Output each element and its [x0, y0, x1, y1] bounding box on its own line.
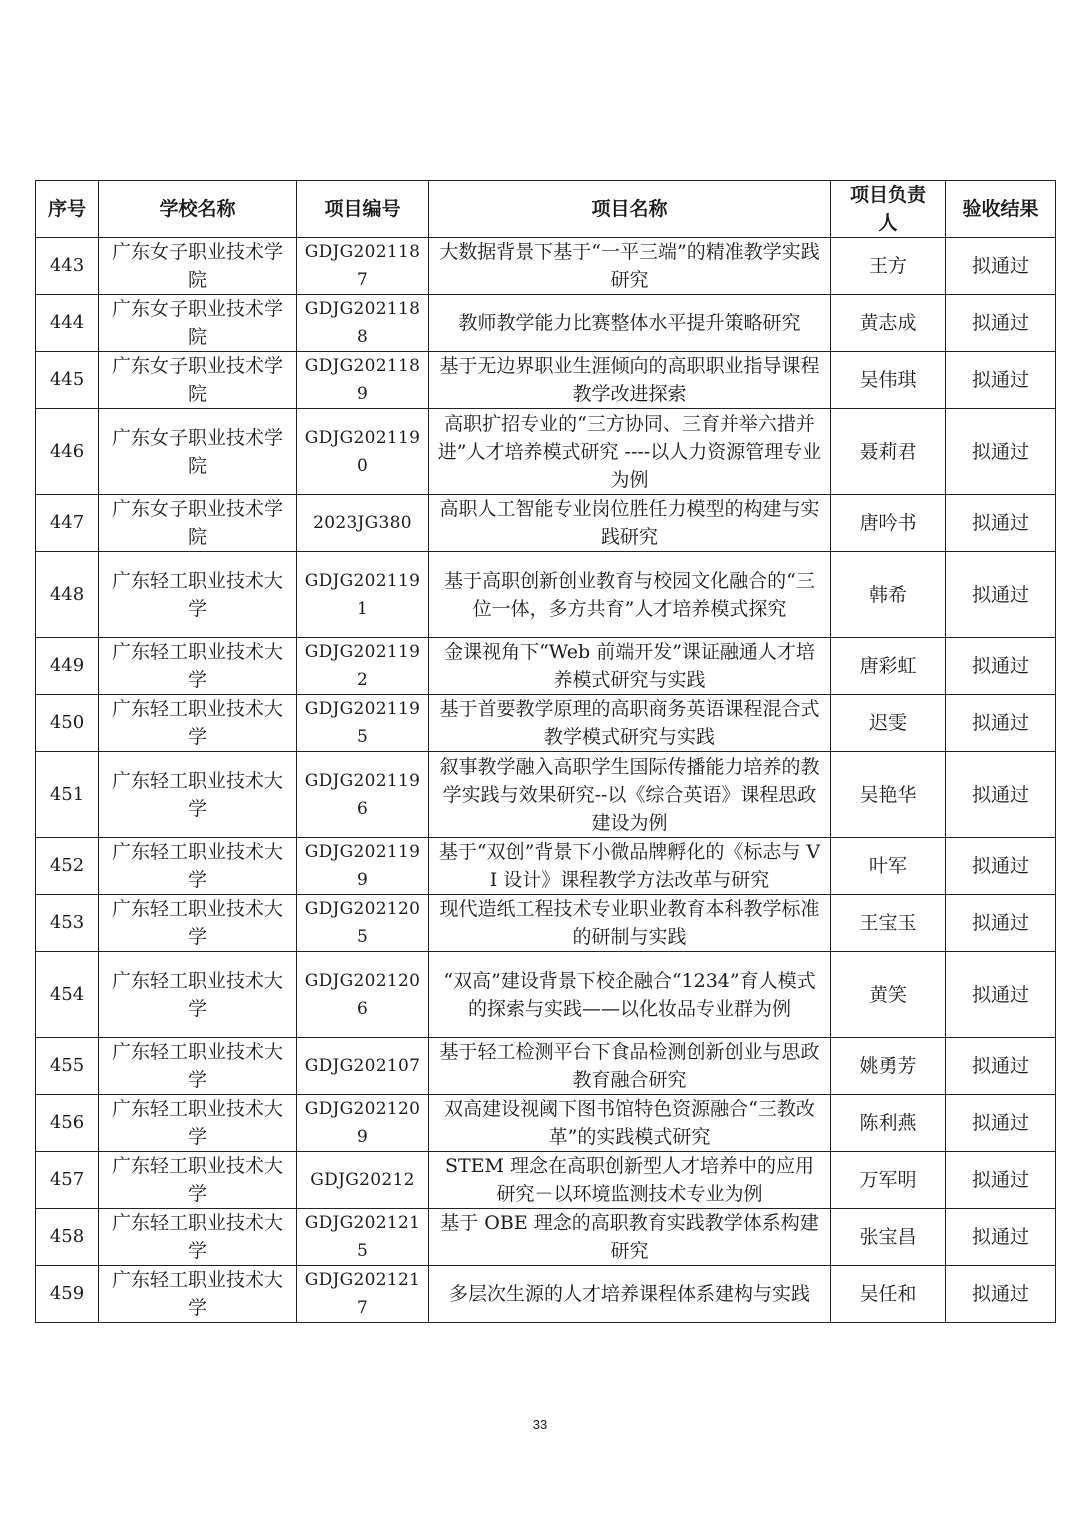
cell-seq: 459: [36, 1266, 99, 1323]
table-row: [36, 552, 1056, 638]
table-row: [36, 895, 1056, 952]
cell-code: GDJG2021195: [297, 695, 429, 752]
cell-leader: 迟雯: [831, 695, 946, 752]
cell-project: 教师教学能力比赛整体水平提升策略研究: [429, 295, 831, 352]
table-row: [36, 1038, 1056, 1095]
table-row: [36, 752, 1056, 838]
cell-result: 拟通过: [946, 895, 1056, 952]
cell-seq: 458: [36, 1209, 99, 1266]
cell-seq: 454: [36, 952, 99, 1038]
table-row: [36, 838, 1056, 895]
cell-leader: 唐吟书: [831, 495, 946, 552]
cell-project: 高职人工智能专业岗位胜任力模型的构建与实践研究: [429, 495, 831, 552]
cell-leader: 陈利燕: [831, 1095, 946, 1152]
cell-seq: 449: [36, 638, 99, 695]
table-row: [36, 495, 1056, 552]
cell-leader: 叶军: [831, 838, 946, 895]
cell-seq: 445: [36, 352, 99, 409]
cell-leader: 王方: [831, 238, 946, 295]
cell-code: GDJG2021189: [297, 352, 429, 409]
table-row: [36, 638, 1056, 695]
header-seq: 序号: [36, 181, 99, 238]
cell-leader: 姚勇芳: [831, 1038, 946, 1095]
cell-seq: 447: [36, 495, 99, 552]
cell-project: 基于 OBE 理念的高职教育实践教学体系构建研究: [429, 1209, 831, 1266]
cell-code: GDJG2021190: [297, 409, 429, 495]
cell-code: GDJG2021192: [297, 638, 429, 695]
table-header-row: [36, 181, 1056, 238]
cell-school: 广东轻工职业技术大学: [99, 695, 297, 752]
cell-code: GDJG2021206: [297, 952, 429, 1038]
cell-project: 基于轻工检测平台下食品检测创新创业与思政教育融合研究: [429, 1038, 831, 1095]
cell-leader: 韩希: [831, 552, 946, 638]
table-row: [36, 409, 1056, 495]
table-row: [36, 952, 1056, 1038]
cell-seq: 446: [36, 409, 99, 495]
table-row: [36, 695, 1056, 752]
cell-project: “双高”建设背景下校企融合“1234”育人模式的探索与实践——以化妆品专业群为例: [429, 952, 831, 1038]
cell-seq: 452: [36, 838, 99, 895]
table-body: [36, 238, 1056, 1323]
cell-project: 基于首要教学原理的高职商务英语课程混合式教学模式研究与实践: [429, 695, 831, 752]
header-result: 验收结果: [946, 181, 1056, 238]
cell-project: 金课视角下“Web 前端开发”课证融通人才培养模式研究与实践: [429, 638, 831, 695]
table-row: [36, 1209, 1056, 1266]
cell-code: GDJG2021199: [297, 838, 429, 895]
cell-school: 广东轻工职业技术大学: [99, 552, 297, 638]
cell-seq: 455: [36, 1038, 99, 1095]
cell-school: 广东轻工职业技术大学: [99, 838, 297, 895]
cell-project: 大数据背景下基于“一平三端”的精准教学实践研究: [429, 238, 831, 295]
cell-code: GDJG20212: [297, 1152, 429, 1209]
cell-code: GDJG2021188: [297, 295, 429, 352]
cell-result: 拟通过: [946, 1038, 1056, 1095]
cell-code: GDJG2021191: [297, 552, 429, 638]
cell-seq: 444: [36, 295, 99, 352]
cell-seq: 453: [36, 895, 99, 952]
cell-school: 广东轻工职业技术大学: [99, 1038, 297, 1095]
table-row: [36, 352, 1056, 409]
cell-result: 拟通过: [946, 409, 1056, 495]
cell-leader: 黄笑: [831, 952, 946, 1038]
cell-school: 广东女子职业技术学院: [99, 495, 297, 552]
cell-code: GDJG202107: [297, 1038, 429, 1095]
cell-code: GDJG2021187: [297, 238, 429, 295]
cell-project: 基于“双创”背景下小微品牌孵化的《标志与 VI 设计》课程教学方法改革与研究: [429, 838, 831, 895]
cell-result: 拟通过: [946, 695, 1056, 752]
cell-project: 双高建设视阈下图书馆特色资源融合“三教改革”的实践模式研究: [429, 1095, 831, 1152]
cell-leader: 吴艳华: [831, 752, 946, 838]
table-row: [36, 1095, 1056, 1152]
cell-result: 拟通过: [946, 1095, 1056, 1152]
cell-leader: 张宝昌: [831, 1209, 946, 1266]
cell-result: 拟通过: [946, 352, 1056, 409]
cell-seq: 451: [36, 752, 99, 838]
table-row: [36, 1266, 1056, 1323]
page-number: 33: [532, 1417, 548, 1432]
cell-result: 拟通过: [946, 752, 1056, 838]
cell-code: GDJG2021205: [297, 895, 429, 952]
cell-leader: 吴伟琪: [831, 352, 946, 409]
cell-result: 拟通过: [946, 838, 1056, 895]
cell-result: 拟通过: [946, 1209, 1056, 1266]
cell-project: 叙事教学融入高职学生国际传播能力培养的教学实践与效果研究--以《综合英语》课程思政建设为例: [429, 752, 831, 838]
cell-project: 高职扩招专业的“三方协同、三育并举六措并进”人才培养模式研究 ----以人力资源管理专业为例: [429, 409, 831, 495]
header-code: 项目编号: [297, 181, 429, 238]
cell-project: STEM 理念在高职创新型人才培养中的应用研究－以环境监测技术专业为例: [429, 1152, 831, 1209]
header-school: 学校名称: [99, 181, 297, 238]
cell-seq: 456: [36, 1095, 99, 1152]
cell-result: 拟通过: [946, 1266, 1056, 1323]
header-project: 项目名称: [429, 181, 831, 238]
cell-leader: 万军明: [831, 1152, 946, 1209]
cell-project: 基于无边界职业生涯倾向的高职职业指导课程教学改进探索: [429, 352, 831, 409]
cell-school: 广东轻工职业技术大学: [99, 1095, 297, 1152]
cell-school: 广东女子职业技术学院: [99, 295, 297, 352]
cell-result: 拟通过: [946, 495, 1056, 552]
cell-leader: 王宝玉: [831, 895, 946, 952]
cell-result: 拟通过: [946, 638, 1056, 695]
cell-project: 多层次生源的人才培养课程体系建构与实践: [429, 1266, 831, 1323]
cell-leader: 黄志成: [831, 295, 946, 352]
cell-result: 拟通过: [946, 952, 1056, 1038]
cell-code: GDJG2021217: [297, 1266, 429, 1323]
cell-school: 广东轻工职业技术大学: [99, 1266, 297, 1323]
cell-seq: 450: [36, 695, 99, 752]
cell-seq: 443: [36, 238, 99, 295]
cell-project: 基于高职创新创业教育与校园文化融合的“三位一体，多方共育”人才培养模式探究: [429, 552, 831, 638]
header-leader: 项目负责人: [831, 181, 946, 238]
cell-leader: 聂莉君: [831, 409, 946, 495]
cell-leader: 吴任和: [831, 1266, 946, 1323]
cell-result: 拟通过: [946, 295, 1056, 352]
cell-school: 广东轻工职业技术大学: [99, 638, 297, 695]
cell-school: 广东女子职业技术学院: [99, 409, 297, 495]
cell-code: 2023JG380: [297, 495, 429, 552]
cell-school: 广东轻工职业技术大学: [99, 952, 297, 1038]
cell-leader: 唐彩虹: [831, 638, 946, 695]
cell-school: 广东轻工职业技术大学: [99, 752, 297, 838]
cell-school: 广东轻工职业技术大学: [99, 1209, 297, 1266]
cell-code: GDJG2021209: [297, 1095, 429, 1152]
cell-result: 拟通过: [946, 238, 1056, 295]
cell-result: 拟通过: [946, 552, 1056, 638]
cell-seq: 448: [36, 552, 99, 638]
table-row: [36, 238, 1056, 295]
cell-seq: 457: [36, 1152, 99, 1209]
cell-school: 广东轻工职业技术大学: [99, 895, 297, 952]
table-row: [36, 1152, 1056, 1209]
cell-code: GDJG2021215: [297, 1209, 429, 1266]
results-table: [35, 180, 1056, 1323]
cell-code: GDJG2021196: [297, 752, 429, 838]
cell-school: 广东女子职业技术学院: [99, 238, 297, 295]
cell-school: 广东轻工职业技术大学: [99, 1152, 297, 1209]
cell-project: 现代造纸工程技术专业职业教育本科教学标准的研制与实践: [429, 895, 831, 952]
table-row: [36, 295, 1056, 352]
cell-school: 广东女子职业技术学院: [99, 352, 297, 409]
cell-result: 拟通过: [946, 1152, 1056, 1209]
